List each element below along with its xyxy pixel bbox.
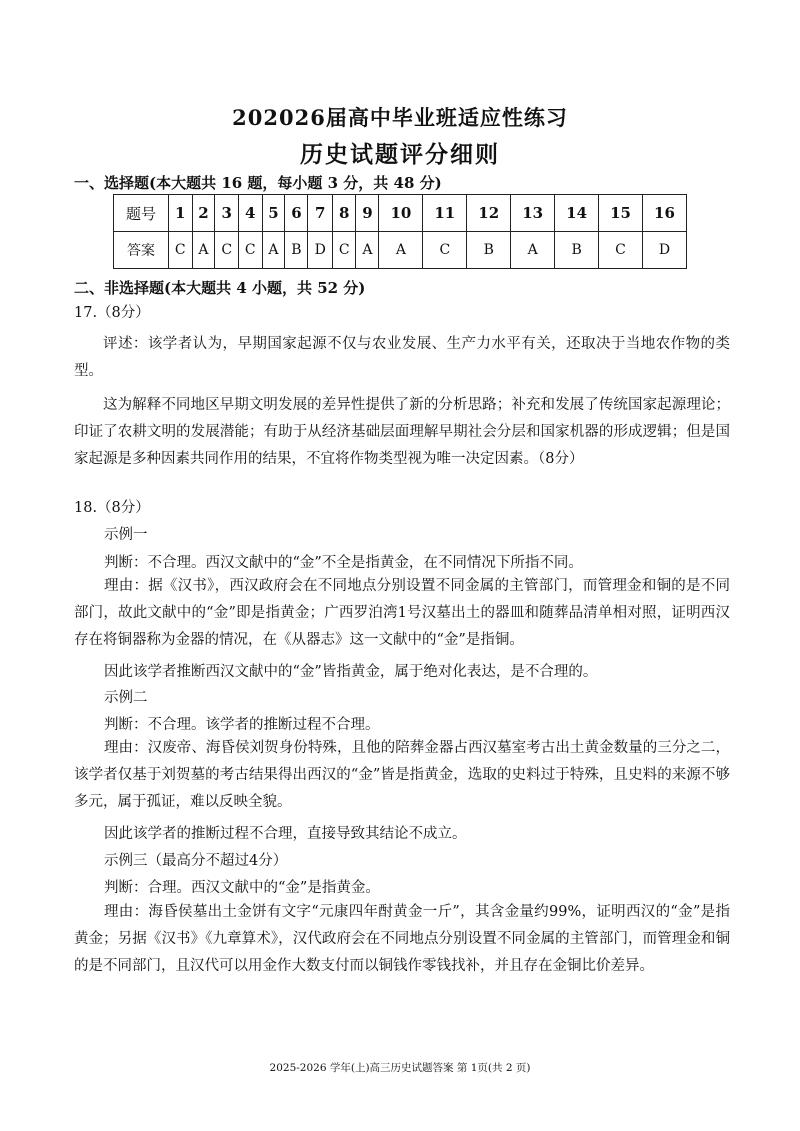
question-number-cell: 10 bbox=[379, 195, 423, 232]
page-footer: 2025-2026 学年(上)高三历史试题答案 第 1页(共 2 页) bbox=[269, 1062, 531, 1074]
answer-cell: A bbox=[192, 232, 215, 269]
q18-example1-reason: 理由：据《汉书》，西汉政府会在不同地点分别设置不同金属的主管部门，而管理金和铜的是不同部门，故此文献中的“金”即是指黄金；广西罗泊湾1号汉墓出土的器皿和随葬品清单相对照，证明西汉存在将铜器称为金器的情况，在《从器志》这一文献中的“金”是指铜。 bbox=[74, 578, 730, 648]
q18-label: 18.（8分） bbox=[74, 500, 150, 516]
q18-example1-judgment: 判断：不合理。西汉文献中的“金”不全是指黄金，在不同情况下所指不同。 bbox=[104, 555, 583, 571]
question-number-cell: 8 bbox=[332, 195, 356, 232]
question-number-cell: 9 bbox=[356, 195, 379, 232]
question-number-cell: 1 bbox=[169, 195, 193, 232]
answer-row bbox=[114, 232, 687, 269]
answer-cell: A bbox=[262, 232, 285, 269]
question-number-row bbox=[114, 195, 687, 232]
question-number-cell: 5 bbox=[262, 195, 285, 232]
answer-cell: A bbox=[356, 232, 379, 269]
row-label-question: 题号 bbox=[114, 195, 169, 232]
question-number-cell: 6 bbox=[285, 195, 308, 232]
q18-example2-judgment: 判断：不合理。该学者的推断过程不合理。 bbox=[104, 717, 380, 733]
q17-paragraph-1: 评述：该学者认为，早期国家起源不仅与农业发展、生产力水平有关，还取决于当地农作物的类型。 bbox=[74, 336, 730, 379]
question-number-cell: 3 bbox=[215, 195, 239, 232]
q18-example3-judgment: 判断：合理。西汉文献中的“金”是指黄金。 bbox=[104, 880, 380, 896]
answer-cell: D bbox=[642, 232, 686, 269]
answer-cell: C bbox=[599, 232, 643, 269]
q17-paragraph-2: 这为解释不同地区早期文明发展的差异性提供了新的分析思路；补充和发展了传统国家起源理论；印证了农耕文明的发展潜能；有助于从经济基础层面理解早期社会分层和国家机器的形成逻辑；但是国家起源是多种因素共同作用的结果，不宜将作物类型视为唯一决定因素。（8分） bbox=[74, 397, 730, 467]
row-label-answer: 答案 bbox=[114, 232, 169, 269]
question-number-cell: 16 bbox=[642, 195, 686, 232]
answer-cell: C bbox=[215, 232, 239, 269]
page-subtitle: 历史试题评分细则 bbox=[300, 141, 500, 168]
section2-heading: 二、非选择题(本大题共 4 小题，共 52 分) bbox=[74, 279, 366, 297]
page-title: 202026届高中毕业班适应性练习 bbox=[232, 105, 568, 130]
q18-example2-label: 示例二 bbox=[104, 690, 148, 706]
answer-cell: C bbox=[423, 232, 467, 269]
answer-cell: B bbox=[467, 232, 511, 269]
q18-example3-label: 示例三（最高分不超过4分） bbox=[104, 853, 288, 869]
answer-cell: B bbox=[555, 232, 599, 269]
question-number-cell: 12 bbox=[467, 195, 511, 232]
question-number-cell: 7 bbox=[308, 195, 333, 232]
q17-label: 17.（8分） bbox=[74, 305, 150, 321]
question-number-cell: 13 bbox=[511, 195, 555, 232]
answer-cell: C bbox=[238, 232, 262, 269]
answer-cell: A bbox=[511, 232, 555, 269]
q18-example1-conclusion: 因此该学者推断西汉文献中的“金”皆指黄金，属于绝对化表达，是不合理的。 bbox=[104, 664, 598, 680]
question-number-cell: 4 bbox=[238, 195, 262, 232]
answer-cell: B bbox=[285, 232, 308, 269]
q18-example2-reason: 理由：汉废帝、海昏侯刘贺身份特殊，且他的陪葬金器占西汉墓室考古出土黄金数量的三分之二，该学者仅基于刘贺墓的考古结果得出西汉的“金”皆是指黄金，选取的史料过于特殊，且史料的来源不够多元，属于孤证，难以反映全貌。 bbox=[74, 740, 730, 810]
answer-cell: C bbox=[332, 232, 356, 269]
question-number-cell: 2 bbox=[192, 195, 215, 232]
answer-cell: C bbox=[169, 232, 193, 269]
answer-table bbox=[113, 194, 687, 269]
q18-example2-conclusion: 因此该学者的推断过程不合理，直接导致其结论不成立。 bbox=[104, 826, 467, 842]
q18-example1-label: 示例一 bbox=[104, 527, 148, 543]
q18-example3-reason: 理由：海昏侯墓出土金饼有文字“元康四年酎黄金一斤”，其含金量约99%，证明西汉的“金”是指黄金；另据《汉书》《九章算术》，汉代政府会在不同地点分别设置不同金属的主管部门，而管理金和铜的是不同部门，且汉代可以用金作大数支付而以铜钱作零钱找补，并且存在金铜比价差异。 bbox=[74, 904, 730, 974]
question-number-cell: 15 bbox=[599, 195, 643, 232]
question-number-cell: 14 bbox=[555, 195, 599, 232]
section1-heading: 一、选择题(本大题共 16 题，每小题 3 分，共 48 分) bbox=[74, 174, 442, 192]
answer-cell: D bbox=[308, 232, 333, 269]
answer-cell: A bbox=[379, 232, 423, 269]
question-number-cell: 11 bbox=[423, 195, 467, 232]
